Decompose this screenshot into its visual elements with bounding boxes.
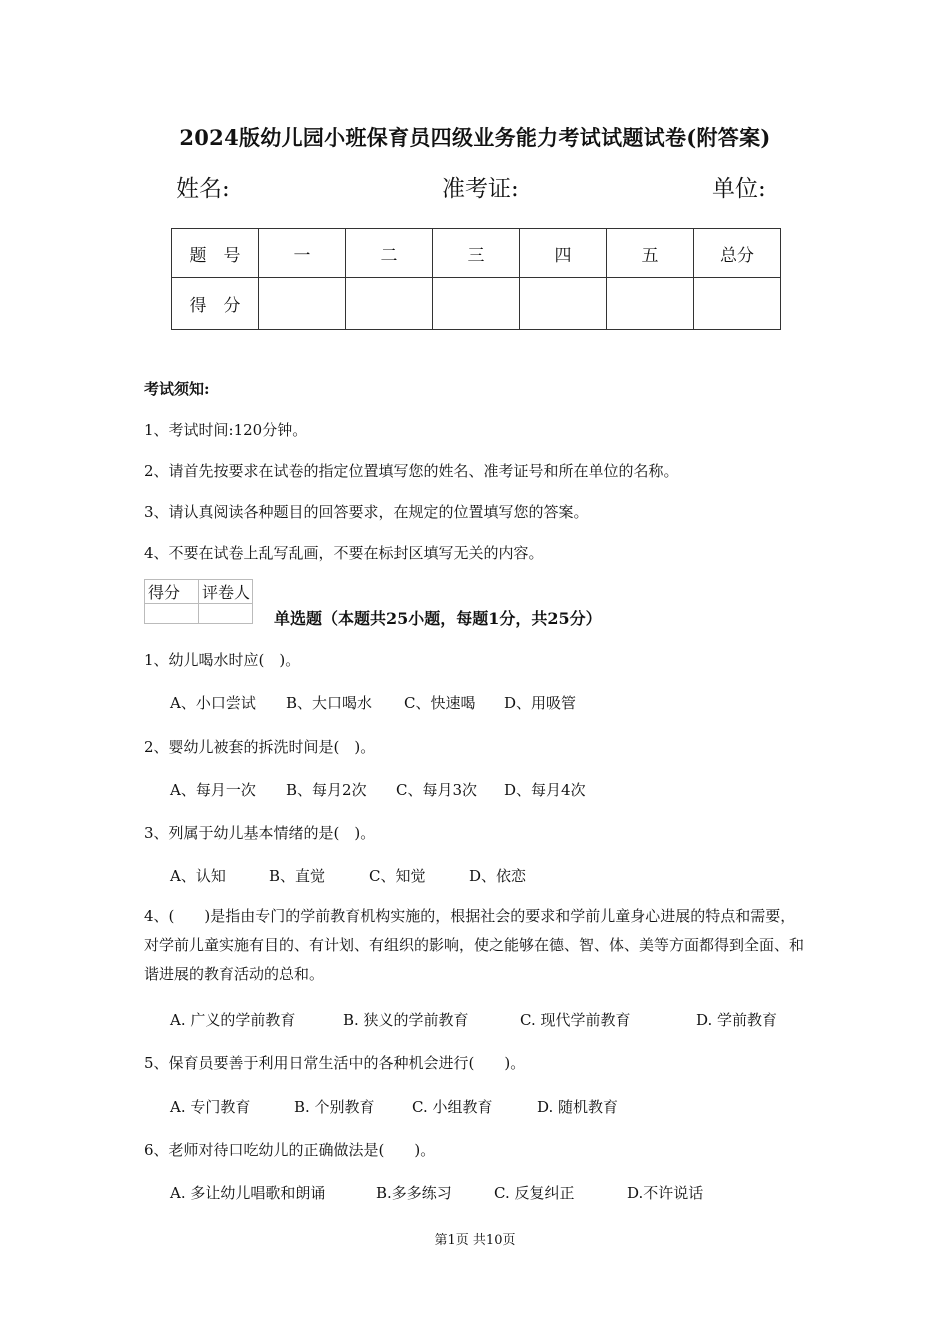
notice-item: 3、请认真阅读各种题目的回答要求，在规定的位置填写您的答案。 xyxy=(144,503,589,521)
score-input-cell[interactable] xyxy=(694,278,781,330)
option-c[interactable]: C、每月3次 xyxy=(396,781,478,799)
question-options xyxy=(170,1096,618,1117)
question-text: 4、( )是指由专门的学前教育机构实施的，根据社会的要求和学前儿童身心进展的特点和需要，对学前儿童实施有目的、有计划、有组织的影响，使之能够在德、智、体、美等方面都得到全面、和谐进展的教育活动的总和。 xyxy=(144,907,805,983)
option-c[interactable]: C、快速喝 xyxy=(404,694,476,712)
notice-title: 考试须知: xyxy=(144,380,210,398)
question-options xyxy=(170,865,526,886)
question-options xyxy=(170,779,586,800)
unit-field-label: 单位: xyxy=(712,176,766,202)
option-d[interactable]: D、用吸管 xyxy=(504,694,577,712)
option-b[interactable]: B、大口喝水 xyxy=(286,694,373,712)
name-field-label: 姓名: xyxy=(176,176,230,202)
option-b[interactable]: B、直觉 xyxy=(269,867,326,885)
option-d[interactable]: D、依恋 xyxy=(469,867,527,885)
option-a[interactable]: A、小口尝试 xyxy=(170,694,256,712)
option-d[interactable]: D. 随机教育 xyxy=(537,1098,619,1116)
option-c[interactable]: C. 现代学前教育 xyxy=(520,1011,631,1029)
document-title: 2024版幼儿园小班保育员四级业务能力考试试题试卷(附答案) xyxy=(179,125,771,150)
option-a[interactable]: A、认知 xyxy=(170,867,226,885)
candidate-fields xyxy=(176,170,782,202)
page-number: 第1页 共10页 xyxy=(434,1233,516,1248)
score-header-cell: 题 号 xyxy=(172,229,259,278)
grader-name-label: 评卷人 xyxy=(199,580,253,604)
score-header-cell: 四 xyxy=(520,229,607,278)
score-input-cell[interactable] xyxy=(607,278,694,330)
grader-box xyxy=(144,579,253,624)
score-input-cell[interactable] xyxy=(520,278,607,330)
section-title: 单选题（本题共25小题，每题1分，共25分） xyxy=(274,609,602,628)
score-input-cell[interactable] xyxy=(259,278,346,330)
question-text: 2、婴幼儿被套的拆洗时间是( )。 xyxy=(144,738,376,756)
score-header-cell: 五 xyxy=(607,229,694,278)
score-header-cell: 二 xyxy=(346,229,433,278)
question-text: 1、幼儿喝水时应( )。 xyxy=(144,651,301,669)
score-table-score-row xyxy=(172,278,781,330)
option-d[interactable]: D.不许说话 xyxy=(627,1184,704,1202)
score-input-cell[interactable] xyxy=(433,278,520,330)
score-header-cell: 三 xyxy=(433,229,520,278)
option-d[interactable]: D. 学前教育 xyxy=(696,1011,778,1029)
option-a[interactable]: A. 广义的学前教育 xyxy=(170,1011,296,1029)
score-table-header-row xyxy=(172,229,781,278)
exam-id-field-label: 准考证: xyxy=(442,176,519,202)
score-table xyxy=(171,228,781,330)
notice-item: 1、考试时间:120分钟。 xyxy=(144,421,308,439)
question-options xyxy=(170,1009,777,1030)
question-text: 3、列属于幼儿基本情绪的是( )。 xyxy=(144,824,376,842)
notice-item: 2、请首先按要求在试卷的指定位置填写您的姓名、准考证号和所在单位的名称。 xyxy=(144,462,679,480)
option-c[interactable]: C、知觉 xyxy=(369,867,426,885)
question-text: 6、老师对待口吃幼儿的正确做法是( )。 xyxy=(144,1141,436,1159)
option-b[interactable]: B.多多练习 xyxy=(376,1184,452,1202)
question-text: 5、保育员要善于利用日常生活中的各种机会进行( )。 xyxy=(144,1054,526,1072)
option-c[interactable]: C. 反复纠正 xyxy=(494,1184,575,1202)
option-b[interactable]: B. 狭义的学前教育 xyxy=(343,1011,469,1029)
score-input-cell[interactable] xyxy=(346,278,433,330)
option-d[interactable]: D、每月4次 xyxy=(504,781,586,799)
option-b[interactable]: B. 个别教育 xyxy=(294,1098,375,1116)
option-a[interactable]: A. 多让幼儿唱歌和朗诵 xyxy=(170,1184,326,1202)
option-a[interactable]: A、每月一次 xyxy=(170,781,256,799)
score-header-cell: 一 xyxy=(259,229,346,278)
notice-item: 4、不要在试卷上乱写乱画，不要在标封区填写无关的内容。 xyxy=(144,544,544,562)
grader-name-cell[interactable] xyxy=(199,604,253,624)
grader-score-cell[interactable] xyxy=(145,604,199,624)
option-a[interactable]: A. 专门教育 xyxy=(170,1098,251,1116)
score-row-label: 得 分 xyxy=(172,278,259,330)
option-c[interactable]: C. 小组教育 xyxy=(412,1098,493,1116)
question-options xyxy=(170,692,576,713)
score-header-cell: 总分 xyxy=(694,229,781,278)
grader-score-label: 得分 xyxy=(145,580,199,604)
option-b[interactable]: B、每月2次 xyxy=(286,781,367,799)
question-options xyxy=(170,1182,703,1203)
